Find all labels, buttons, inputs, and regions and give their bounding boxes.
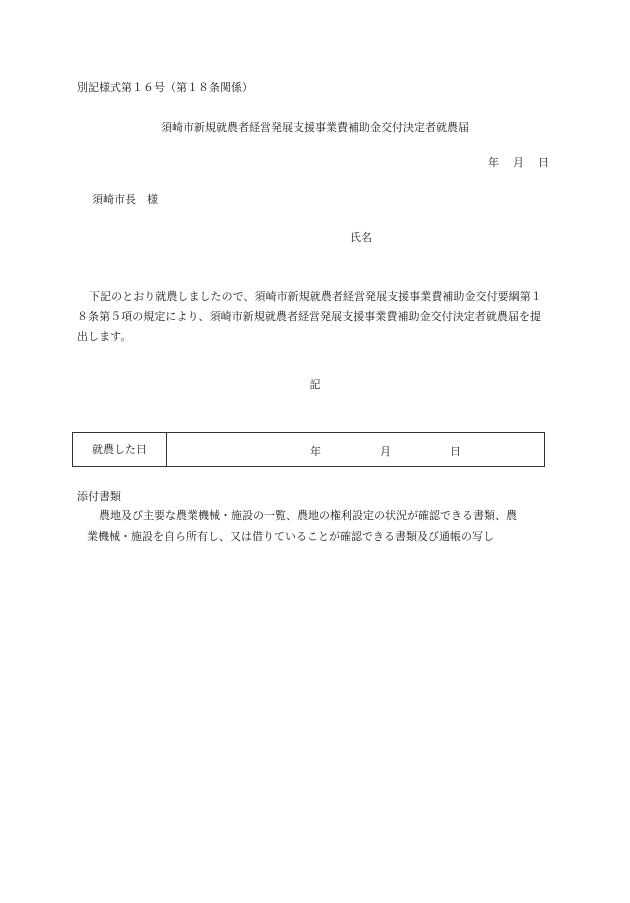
table-month-label: 月 [380, 445, 391, 458]
attachments-heading: 添付書類 [77, 490, 121, 503]
ki-heading: 記 [309, 378, 321, 391]
date-day-label: 日 [538, 156, 549, 169]
farming-start-date-value[interactable] [167, 433, 544, 466]
attachments-line-1: 農地及び主要な農業機械・施設の一覧、農地の権利設定の状況が確認できる書類、農 [99, 509, 517, 522]
table-year-label: 年 [310, 445, 321, 458]
date-month-label: 月 [513, 156, 524, 169]
attachments-line-2: 業機械・施設を自ら所有し、又は借りていることが確認できる書類及び通帳の写し [87, 530, 494, 543]
farming-start-date-table [72, 432, 545, 467]
form-number: 別記様式第１６号（第１８条関係） [77, 81, 253, 94]
table-day-label: 日 [450, 445, 461, 458]
attachments-list [77, 505, 552, 547]
document-title: 須崎市新規就農者経営発展支援事業費補助金交付決定者就農届 [161, 121, 469, 134]
addressee: 須崎市長 様 [92, 193, 158, 206]
submission-date [488, 157, 549, 168]
date-year-label: 年 [488, 156, 499, 169]
applicant-name-label: 氏名 [350, 231, 372, 244]
farming-start-date-label: 就農した日 [73, 433, 167, 466]
body-paragraph: 下記のとおり就農しましたので、須崎市新規就農者経営発展支援事業費補助金交付要綱第１８条第５項の規定により、須崎市新規就農者経営発展支援事業費補助金交付決定者就農届を提出します。 [77, 290, 542, 343]
